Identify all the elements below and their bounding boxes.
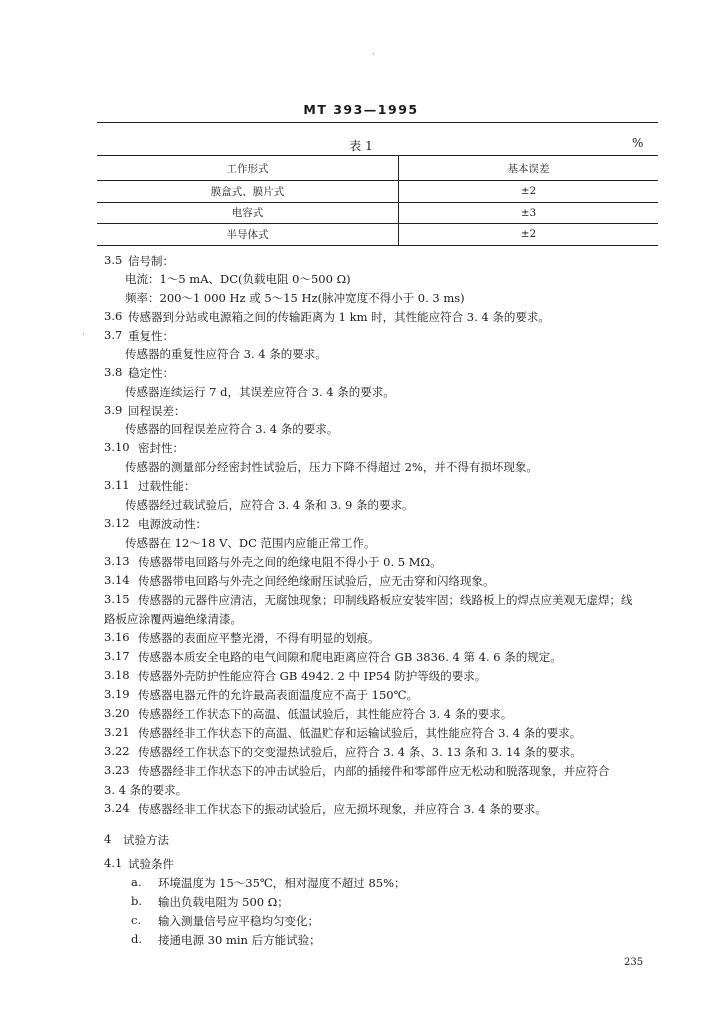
- clause-number: 3.13: [104, 554, 130, 568]
- clause-number: 3.23: [104, 763, 130, 777]
- clause-title: 重复性：: [128, 329, 174, 343]
- clause-text: 传感器经非工作状态下的冲击试验后，内部的插接件和零部件应无松动和脱落现象，并应符合: [138, 764, 610, 778]
- clause-text: 传感器带电回路与外壳之间的绝缘电阻不得小于 0. 5 MΩ。: [138, 555, 442, 569]
- list-item-label: a.: [131, 875, 142, 889]
- table-row: [97, 202, 658, 224]
- table-cell: ±2: [399, 181, 659, 203]
- clause-number: 3.22: [104, 744, 130, 758]
- clause-number: 3.5: [104, 253, 123, 267]
- list-item-text: 输入测量信号应平稳均匀变化；: [158, 914, 319, 928]
- column-header: 工作形式: [97, 156, 399, 181]
- clause-3-12-body: 传感器在 12～18 V、DC 范围内应能正常工作。: [125, 536, 376, 550]
- clause-title: 密封性：: [138, 441, 184, 455]
- clause-3-9-body: 传感器的回程误差应符合 3. 4 条的要求。: [125, 422, 339, 436]
- clause-3-7-body: 传感器的重复性应符合 3. 4 条的要求。: [125, 347, 327, 361]
- clause-title: 稳定性：: [128, 366, 174, 380]
- column-header: 基本误差: [399, 156, 659, 181]
- clause-text: 传感器本质安全电路的电气间隙和爬电距离应符合 GB 3836. 4 第 4. 6 条的规定。: [138, 650, 562, 664]
- clause-3-15-continuation: 路板应涂覆两遍绝缘清漆。: [104, 612, 242, 626]
- clause-number: 3.21: [104, 725, 130, 739]
- list-item-text: 环境温度为 15～35℃，相对湿度不超过 85%；: [158, 876, 406, 890]
- clause-number: 3.6: [104, 309, 123, 323]
- clause-text: 传感器电器元件的允许最高表面温度应不高于 150℃。: [138, 688, 418, 702]
- clause-number: 3.24: [104, 801, 130, 815]
- table-cell: 膜盒式、膜片式: [97, 181, 399, 203]
- clause-text: 传感器经工作状态下的高温、低温试验后，其性能应符合 3. 4 条的要求。: [138, 707, 513, 721]
- clause-number: 3.15: [104, 592, 130, 606]
- clause-text: 传感器经工作状态下的交变湿热试验后，应符合 3. 4 条、3. 13 条和 3. 14 条的要求。: [138, 745, 582, 759]
- section-number: 4: [104, 832, 112, 846]
- table-header-row: [97, 156, 658, 181]
- clause-3-5-frequency: 频率：200～1 000 Hz 或 5～15 Hz(脉冲宽度不得小于 0. 3 ms): [125, 291, 465, 305]
- list-item-label: d.: [131, 932, 143, 946]
- table-row: [97, 181, 658, 203]
- clause-title: 过载性能：: [138, 479, 196, 493]
- scan-speck: ·: [82, 330, 85, 340]
- table-title: 表 1: [349, 139, 373, 153]
- clause-text: 传感器外壳防护性能应符合 GB 4942. 2 中 IP54 防护等级的要求。: [138, 669, 487, 683]
- clause-3-11-body: 传感器经过载试验后，应符合 3. 4 条和 3. 9 条的要求。: [125, 498, 414, 512]
- clause-title: 信号制：: [128, 254, 174, 268]
- document-code-header: MT 393—1995: [303, 102, 419, 117]
- clause-number: 4.1: [104, 856, 123, 870]
- list-item-label: b.: [131, 894, 143, 908]
- clause-text: 传感器经非工作状态下的高温、低温贮存和运输试验后，其性能应符合 3. 4 条的要求。: [138, 726, 582, 740]
- clause-3-10-body: 传感器的测量部分经密封性试验后，压力下降不得超过 2%，并不得有损坏现象。: [125, 460, 538, 474]
- clause-title: 回程误差：: [128, 404, 186, 418]
- table-cell: ±3: [399, 202, 659, 224]
- clause-text: 传感器的表面应平整光滑，不得有明显的划痕。: [138, 631, 380, 645]
- clause-number: 3.8: [104, 365, 123, 379]
- list-item-label: c.: [131, 913, 142, 927]
- list-item-text: 输出负载电阻为 500 Ω；: [158, 895, 289, 909]
- scan-speck: ·: [372, 50, 375, 60]
- clause-number: 3.16: [104, 630, 130, 644]
- clause-title: 电源波动性：: [138, 517, 207, 531]
- table-cell: ±2: [399, 224, 659, 246]
- clause-3-23-continuation: 3. 4 条的要求。: [104, 783, 188, 797]
- section-title: 试验方法: [123, 833, 169, 847]
- clause-3-5-current: 电流：1～5 mA、DC(负载电阻 0～500 Ω): [125, 272, 351, 286]
- clause-number: 3.7: [104, 328, 123, 342]
- clause-title: 试验条件: [128, 857, 174, 871]
- header-rule: [97, 122, 658, 123]
- clause-text: 传感器到分站或电源箱之间的传输距离为 1 km 时，其性能应符合 3. 4 条的要求。: [128, 310, 550, 324]
- clause-3-8-body: 传感器连续运行 7 d，其误差应符合 3. 4 条的要求。: [125, 385, 395, 399]
- clause-text: 传感器的元器件应清洁，无腐蚀现象；印制线路板应安装牢固；线路板上的焊点应美观无虚焊；线: [138, 593, 633, 607]
- clause-number: 3.14: [104, 573, 130, 587]
- clause-number: 3.9: [104, 403, 123, 417]
- clause-number: 3.18: [104, 668, 130, 682]
- clause-number: 3.17: [104, 649, 130, 663]
- list-item-text: 接通电源 30 min 后方能试验；: [158, 933, 321, 947]
- table-cell: 电容式: [97, 202, 399, 224]
- clause-text: 传感器带电回路与外壳之间经绝缘耐压试验后，应无击穿和闪络现象。: [138, 574, 495, 588]
- page-number: 235: [624, 957, 644, 968]
- clause-text: 传感器经非工作状态下的振动试验后，应无损坏现象，并应符合 3. 4 条的要求。: [138, 802, 547, 816]
- table-row: [97, 224, 658, 246]
- table-unit: %: [632, 136, 644, 150]
- clause-number: 3.19: [104, 687, 130, 701]
- clause-number: 3.10: [104, 440, 130, 454]
- clause-number: 3.20: [104, 706, 130, 720]
- table-cell: 半导体式: [97, 224, 399, 246]
- basic-error-table: [97, 155, 658, 246]
- clause-number: 3.11: [104, 478, 130, 492]
- clause-number: 3.12: [104, 516, 130, 530]
